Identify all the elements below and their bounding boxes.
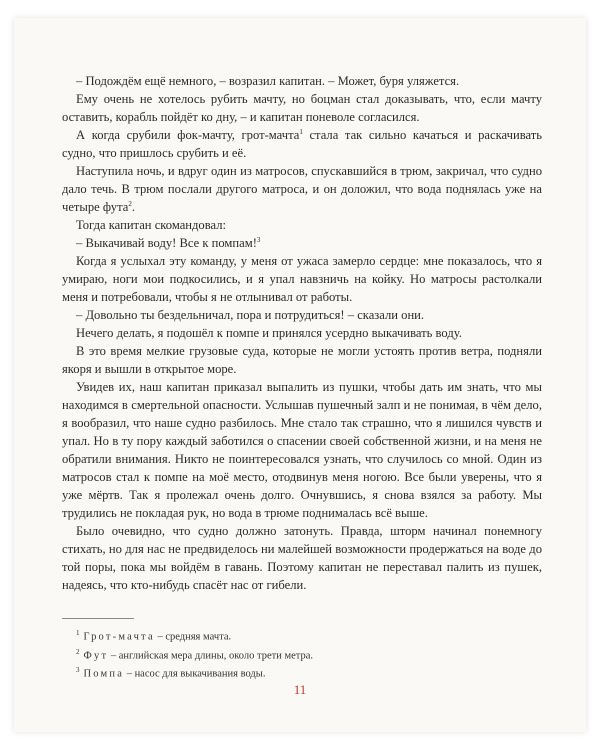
paragraph-text: – Выкачивай воду! Все к помпам! xyxy=(76,236,257,250)
paragraph: Нечего делать, я подошёл к помпе и принялся усердно выкачивать воду. xyxy=(76,326,462,340)
paragraph: Увидев их, наш капитан приказал выпалить из пушки, чтобы дать им знать, что мы находимся в смертельной опасности. Услышав пушечный залп и не понимая, в чём дело, я вообразил, что наше судно разбилось. Мне стало так страшно, что я лишился чувств и упал. Но в ту пору каждый заботился о спасении своей собственной жизни, и на меня не обратили внимания. Никто не поинтересовался узнать, что случилось со мной. Один из матросов стал к помпе на моё место, отодвинув меня ногою. Все были уверены, что я уже мёртв. Так я пролежал очень долго. Очнувшись, я снова взялся за работу. Мы трудились не покладая рук, но вода в трюме поднималась всё выше. xyxy=(62,380,542,520)
footnote-text: – английская мера длины, около трети метра. xyxy=(108,650,314,661)
page-number: 11 xyxy=(293,682,307,697)
footnote-mark: 3 xyxy=(256,235,261,244)
footnote-term: Помпа xyxy=(83,668,125,680)
paragraph-text: стала так сильно качаться и раскачивать судно, что пришлось срубить и её. xyxy=(62,128,542,160)
footnote-number: 2 xyxy=(76,647,80,656)
paragraph-text: . xyxy=(131,200,135,214)
main-text xyxy=(62,72,542,594)
footnotes xyxy=(62,626,542,682)
footnote-mark: 1 xyxy=(299,127,303,136)
paragraph: – Подождём ещё немного, – возразил капитан. – Может, буря уляжется. xyxy=(76,74,460,88)
footnote-number: 1 xyxy=(76,629,80,637)
footnote-mark: 2 xyxy=(128,199,132,208)
paragraph: – Довольно ты бездельничал, пора и потрудиться! – сказали они. xyxy=(76,308,425,322)
footnote-number: 3 xyxy=(76,666,80,674)
paragraph: Ему очень не хотелось рубить мачту, но боцман стал доказывать, что, если мачту оставить, корабль пойдёт ко дну, – и капитан поневоле согласился. xyxy=(62,92,542,124)
paragraph: В это время мелкие грузовые суда, которые не могли устоять против ветра, подняли якоря и вышли в открытое море. xyxy=(62,344,542,376)
footnote-term: Фут xyxy=(83,650,109,661)
footnote-separator xyxy=(62,618,134,619)
footnote-text: – насос для выкачивания воды. xyxy=(124,668,266,680)
book-page xyxy=(14,18,586,732)
paragraph xyxy=(62,162,542,216)
footnote xyxy=(62,645,542,664)
footnote xyxy=(62,626,542,645)
paragraph: Тогда капитан скомандовал: xyxy=(76,218,226,232)
paragraph-text: Наступила ночь, и вдруг один из матросов, спускавшийся в трюм, закричал, что судно дало течь. В трюм послали другого матроса, и он доложил, что вода поднялась уже на четыре фута xyxy=(62,164,542,214)
footnote xyxy=(62,663,542,682)
footnote-term: Грот-мачта xyxy=(83,631,155,643)
paragraph xyxy=(62,234,542,252)
paragraph: Было очевидно, что судно должно затонуть. Правда, шторм начинал понемногу стихать, но для нас не предвиделось ни малейшей возможности продержаться на воде до той поры, пока мы войдём в гавань. Поэтому капитан не переставал палить из пушек, надеясь, что кто-нибудь спасёт нас от гибели. xyxy=(62,524,542,592)
footnote-text: – средняя мачта. xyxy=(154,631,232,643)
paragraph-text: А когда срубили фок-мачту, грот-мачта xyxy=(76,128,300,142)
paragraph: Когда я услыхал эту команду, у меня от ужаса замерло сердце: мне показалось, что я умираю, ноги мои подкосились, и я упал навзничь на койку. Но матросы растолкали меня и потребовали, чтобы я не отлынивал от работы. xyxy=(62,254,542,304)
paragraph xyxy=(62,126,542,162)
